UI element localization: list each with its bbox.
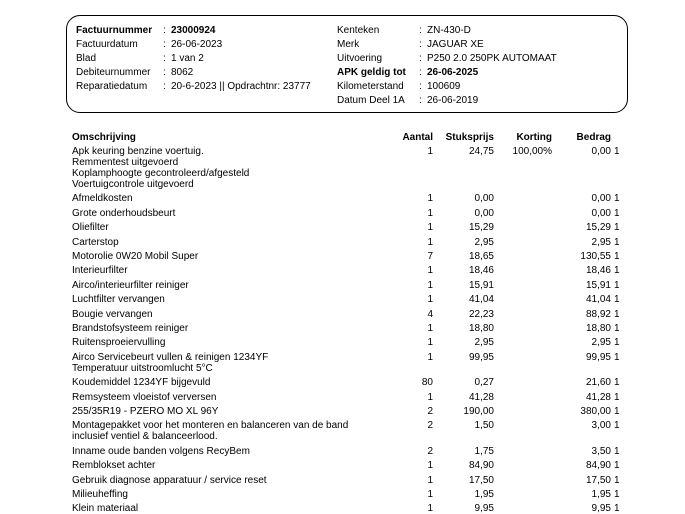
- header-field-value: 8062: [171, 67, 194, 78]
- line-quantity: 1: [427, 391, 433, 403]
- line-unit-price: 0,00: [474, 207, 494, 219]
- line-description: Milieuheffing: [72, 489, 128, 500]
- header-field-value: JAGUAR XE: [427, 39, 484, 50]
- line-unit-price: 2,95: [474, 236, 494, 248]
- line-vat-code: 1: [614, 146, 620, 157]
- header-field-label: Merk: [337, 39, 360, 50]
- line-vat-code: 1: [614, 337, 620, 349]
- header-field-value: 1 van 2: [171, 53, 204, 64]
- header-field-value: 26-06-2023: [171, 39, 223, 50]
- header-field-separator: :: [163, 53, 166, 64]
- line-vat-code: 1: [614, 406, 620, 417]
- line-description: Brandstofsysteem reiniger: [72, 323, 189, 334]
- line-vat-code: 1: [614, 445, 620, 457]
- header-field-separator: :: [419, 25, 422, 36]
- line-amount: 0,00: [591, 193, 611, 205]
- line-quantity: 4: [427, 308, 433, 320]
- line-quantity: 1: [427, 474, 433, 486]
- line-unit-price: 2,95: [474, 337, 494, 349]
- line-description: Grote onderhoudsbeurt: [72, 207, 176, 219]
- line-unit-price: 0,27: [474, 377, 494, 389]
- header-field-label: Reparatiedatum: [76, 81, 148, 92]
- line-vat-code: 1: [614, 377, 620, 389]
- line-description: Airco Servicebeurt vullen & reinigen 1234YF: [72, 351, 269, 363]
- line-amount: 2,95: [591, 236, 611, 248]
- line-amount: 3,00: [591, 420, 611, 432]
- line-vat-code: 1: [614, 474, 620, 486]
- line-vat-code: 1: [614, 460, 620, 472]
- line-quantity: 1: [427, 351, 433, 363]
- line-vat-code: 1: [614, 391, 620, 403]
- header-field-separator: :: [419, 39, 422, 50]
- line-unit-price: 17,50: [468, 474, 494, 486]
- line-quantity: 1: [427, 294, 433, 306]
- header-field-separator: :: [419, 53, 422, 64]
- line-vat-code: 1: [614, 279, 620, 291]
- line-unit-price: 99,95: [468, 351, 494, 363]
- line-quantity: 1: [427, 193, 433, 205]
- line-vat-code: 1: [614, 308, 620, 320]
- line-description: Koudemiddel 1234YF bijgevuld: [72, 377, 211, 389]
- header-field-label: Uitvoering: [337, 53, 383, 64]
- line-vat-code: 1: [614, 294, 620, 306]
- line-vat-code: 1: [614, 489, 620, 500]
- line-unit-price: 9,95: [474, 503, 494, 514]
- line-vat-code: 1: [614, 222, 620, 234]
- line-amount: 9,95: [591, 503, 611, 514]
- line-amount: 88,92: [585, 308, 611, 320]
- column-header-quantity: Aantal: [402, 132, 433, 143]
- line-amount: 18,80: [585, 323, 611, 334]
- line-description: Bougie vervangen: [72, 308, 153, 320]
- header-field-value: 23000924: [171, 25, 216, 36]
- line-description: Luchtfilter vervangen: [72, 294, 165, 306]
- line-quantity: 1: [427, 337, 433, 349]
- line-unit-price: 1,75: [474, 445, 494, 457]
- line-amount: 18,46: [585, 265, 611, 277]
- line-unit-price: 22,23: [468, 308, 494, 320]
- header-field-label: Datum Deel 1A: [337, 95, 405, 106]
- line-quantity: 2: [427, 445, 433, 457]
- line-description: 255/35R19 - PZERO MO XL 96Y: [72, 406, 219, 417]
- line-unit-price: 41,04: [468, 294, 494, 306]
- line-amount: 1,95: [591, 489, 611, 500]
- column-header-description: Omschrijving: [72, 132, 136, 143]
- line-unit-price: 15,91: [468, 279, 494, 291]
- line-quantity: 1: [427, 279, 433, 291]
- line-description: Motorolie 0W20 Mobil Super: [72, 251, 199, 262]
- line-unit-price: 24,75: [468, 146, 494, 157]
- line-description: Remmentest uitgevoerd: [72, 157, 179, 168]
- line-quantity: 1: [427, 460, 433, 472]
- header-field-separator: :: [419, 95, 422, 106]
- column-header-amount: Bedrag: [576, 132, 611, 143]
- header-field-value: 26-06-2019: [427, 95, 479, 106]
- line-amount: 41,04: [585, 294, 611, 306]
- header-field-separator: :: [163, 81, 166, 92]
- line-vat-code: 1: [614, 251, 620, 262]
- line-unit-price: 41,28: [468, 391, 494, 403]
- line-unit-price: 190,00: [463, 406, 494, 417]
- line-quantity: 2: [427, 406, 433, 417]
- line-description: Ruitensproeiervulling: [72, 337, 166, 349]
- line-vat-code: 1: [614, 420, 620, 432]
- line-amount: 0,00: [591, 146, 611, 157]
- header-field-separator: :: [163, 25, 166, 36]
- line-unit-price: 1,95: [474, 489, 494, 500]
- line-description: Gebruik diagnose apparatuur / service reset: [72, 474, 267, 486]
- header-field-separator: :: [419, 81, 422, 92]
- column-header-unit-price: Stuksprijs: [445, 132, 494, 143]
- line-vat-code: 1: [614, 351, 620, 363]
- line-amount: 17,50: [585, 474, 611, 486]
- line-unit-price: 1,50: [474, 420, 494, 432]
- line-description: inclusief ventiel & balanceerlood.: [72, 431, 218, 443]
- line-vat-code: 1: [614, 207, 620, 219]
- line-description: Oliefilter: [72, 222, 109, 234]
- header-field-label: APK geldig tot: [337, 67, 406, 78]
- line-description: Montagepakket voor het monteren en balanceren van de band: [72, 420, 349, 432]
- line-description: Apk keuring benzine voertuig.: [72, 146, 204, 157]
- line-quantity: 1: [427, 146, 433, 157]
- line-amount: 84,90: [585, 460, 611, 472]
- header-field-separator: :: [163, 39, 166, 50]
- line-amount: 2,95: [591, 337, 611, 349]
- line-amount: 3,50: [591, 445, 611, 457]
- line-amount: 130,55: [580, 251, 611, 262]
- line-quantity: 1: [427, 489, 433, 500]
- header-field-label: Factuurnummer: [76, 25, 153, 36]
- header-field-label: Blad: [76, 53, 97, 64]
- line-description: Koplamphoogte gecontroleerd/afgesteld: [72, 168, 250, 179]
- header-field-label: Debiteurnummer: [76, 67, 151, 78]
- line-amount: 15,29: [585, 222, 611, 234]
- line-description: Klein materiaal: [72, 503, 139, 514]
- header-field-value: ZN-430-D: [427, 25, 471, 36]
- header-field-label: Kilometerstand: [337, 81, 404, 92]
- line-description: Carterstop: [72, 236, 119, 248]
- header-field-label: Kenteken: [337, 25, 380, 36]
- line-vat-code: 1: [614, 236, 620, 248]
- line-description: Airco/interieurfilter reiniger: [72, 279, 189, 291]
- line-amount: 41,28: [585, 391, 611, 403]
- line-amount: 99,95: [585, 351, 611, 363]
- line-description: Voertuigcontrole uitgevoerd: [72, 179, 194, 190]
- line-vat-code: 1: [614, 323, 620, 334]
- line-quantity: 1: [427, 323, 433, 334]
- header-field-separator: :: [419, 67, 422, 78]
- line-unit-price: 84,90: [468, 460, 494, 472]
- line-amount: 380,00: [580, 406, 611, 417]
- column-header-discount: Korting: [516, 132, 552, 143]
- line-description: Remblokset achter: [72, 460, 156, 472]
- line-vat-code: 1: [614, 503, 620, 514]
- line-description: Inname oude banden volgens RecyBem: [72, 445, 250, 457]
- line-vat-code: 1: [614, 193, 620, 205]
- header-field-value: P250 2.0 250PK AUTOMAAT: [427, 53, 557, 64]
- line-description: Temperatuur uitstroomlucht 5°C: [72, 362, 213, 374]
- line-quantity: 7: [427, 251, 433, 262]
- line-description: Remsysteem vloeistof verversen: [72, 391, 217, 403]
- line-amount: 0,00: [591, 207, 611, 219]
- line-quantity: 80: [421, 377, 433, 389]
- header-field-separator: :: [163, 67, 166, 78]
- line-quantity: 1: [427, 236, 433, 248]
- line-quantity: 1: [427, 222, 433, 234]
- line-amount: 15,91: [585, 279, 611, 291]
- header-field-value: 26-06-2025: [427, 67, 479, 78]
- line-description: Interieurfilter: [72, 265, 128, 277]
- header-field-value: 20-6-2023 || Opdrachtnr: 23777: [171, 81, 311, 92]
- line-unit-price: 18,80: [468, 323, 494, 334]
- line-unit-price: 18,65: [468, 251, 494, 262]
- line-unit-price: 15,29: [468, 222, 494, 234]
- line-quantity: 1: [427, 503, 433, 514]
- line-description: Afmeldkosten: [72, 193, 133, 205]
- line-amount: 21,60: [585, 377, 611, 389]
- line-quantity: 1: [427, 207, 433, 219]
- line-quantity: 2: [427, 420, 433, 432]
- line-vat-code: 1: [614, 265, 620, 277]
- header-field-label: Factuurdatum: [76, 39, 138, 50]
- line-unit-price: 18,46: [468, 265, 494, 277]
- line-unit-price: 0,00: [474, 193, 494, 205]
- line-quantity: 1: [427, 265, 433, 277]
- line-discount: 100,00%: [512, 146, 552, 157]
- header-field-value: 100609: [427, 81, 461, 92]
